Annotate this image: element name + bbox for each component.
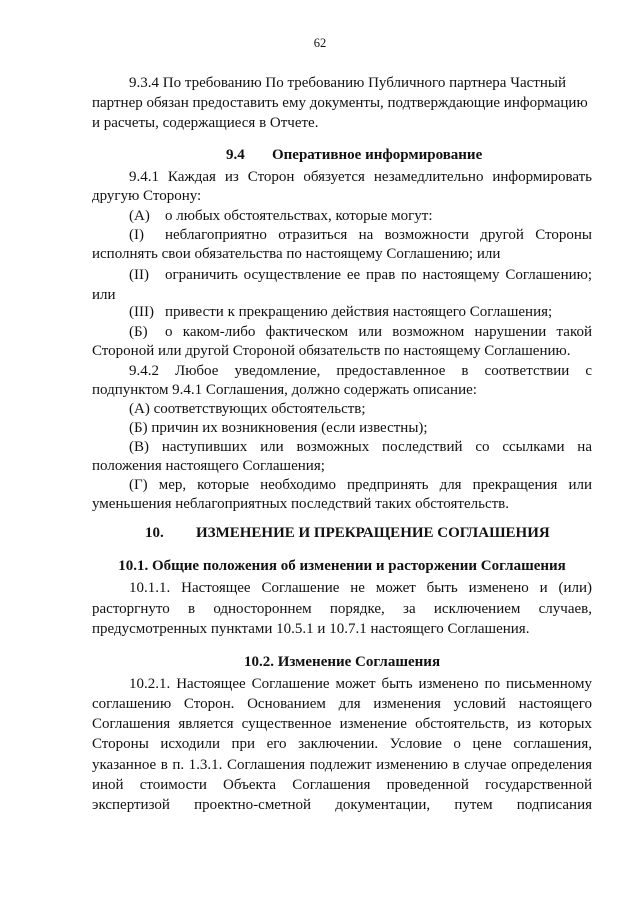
list-item-text: исполнять свои обязательства по настоящему Соглашению; или	[92, 246, 501, 262]
paragraph-line: (Б) причин их возникновения (если известны);	[129, 420, 428, 436]
paragraph-line: 9.4.1 Каждая из Сторон обязуется незамедлительно информировать	[129, 169, 592, 185]
list-item-text: о любых обстоятельствах, которые могут:	[165, 208, 433, 224]
paragraph-line: (Г) мер, которые необходимо предпринять для прекращения или	[129, 477, 592, 493]
paragraph-line: положения настоящего Соглашения;	[92, 458, 325, 474]
paragraph-line: 10.1.1. Настоящее Соглашение не может быть изменено и (или)	[129, 580, 592, 596]
paragraph-line: подпунктом 9.4.1 Соглашения, должно содержать описание:	[92, 382, 477, 398]
list-item-text: или	[92, 287, 116, 303]
paragraph-line: соглашению Сторон. Основанием для изменения условий настоящего	[92, 696, 592, 712]
list-marker: (Б)	[129, 324, 148, 340]
list-item-text: неблагоприятно отразиться на возможности другой Стороны	[165, 227, 592, 243]
list-item-text: привести к прекращению действия настоящего Соглашения;	[165, 304, 553, 320]
paragraph-line: другую Сторону:	[92, 188, 202, 204]
subsection-title: 10.1. Общие положения об изменении и расторжении Соглашения	[118, 558, 566, 574]
list-item-text: о каком-либо фактическом или возможном нарушении такой	[165, 324, 592, 340]
paragraph-line: указанное в п. 1.3.1. Соглашения подлежит изменению в случае определения	[92, 757, 592, 773]
paragraph-line: и расчеты, содержащиеся в Отчете.	[92, 115, 319, 131]
list-marker: (II)	[129, 267, 149, 283]
paragraph-line: расторгнуто в одностороннем порядке, за исключением случаев,	[92, 601, 592, 617]
page-number: 62	[313, 36, 327, 50]
paragraph-line: (В) наступивших или возможных последствий со ссылками на	[129, 439, 592, 455]
paragraph-line: 10.2.1. Настоящее Соглашение может быть изменено по письменному	[129, 676, 592, 692]
section-title: Оперативное информирование	[272, 147, 483, 163]
paragraph-line: уменьшения неблагоприятных последствий таких обстоятельств.	[92, 496, 510, 512]
list-marker: (I)	[129, 227, 144, 243]
paragraph-line: иной стоимости Объекта Соглашения проведенной государственной	[92, 777, 592, 793]
paragraph-line: 9.4.2 Любое уведомление, предоставленное в соответствии с	[129, 363, 592, 379]
section-number: 9.4	[226, 147, 245, 163]
paragraph-line: экспертизой проектно-сметной документации, путем подписания	[92, 797, 592, 813]
paragraph-line: партнер обязан предоставить ему документы, подтверждающие информацию	[92, 95, 588, 111]
chapter-number: 10.	[145, 525, 164, 541]
subsection-title: 10.2. Изменение Соглашения	[243, 654, 441, 670]
paragraph-line: (А) соответствующих обстоятельств;	[129, 401, 366, 417]
list-marker: (III)	[129, 304, 154, 320]
paragraph-line: Стороны исходили при его заключении. Условие о цене соглашения,	[92, 736, 592, 752]
chapter-title: ИЗМЕНЕНИЕ И ПРЕКРАЩЕНИЕ СОГЛАШЕНИЯ	[196, 525, 550, 541]
list-item-text: ограничить осуществление ее прав по настоящему Соглашению;	[165, 267, 592, 283]
paragraph-line: Соглашения является существенное изменение обстоятельств, из которых	[92, 716, 592, 732]
paragraph-line: 9.3.4 По требованию По требованию Публичного партнера Частный	[129, 75, 566, 91]
list-item-text: Стороной или другой Стороной обязательств по настоящему Соглашению.	[92, 343, 571, 359]
list-marker: (А)	[129, 208, 150, 224]
paragraph-line: предусмотренных пунктами 10.5.1 и 10.7.1 настоящего Соглашения.	[92, 621, 530, 637]
